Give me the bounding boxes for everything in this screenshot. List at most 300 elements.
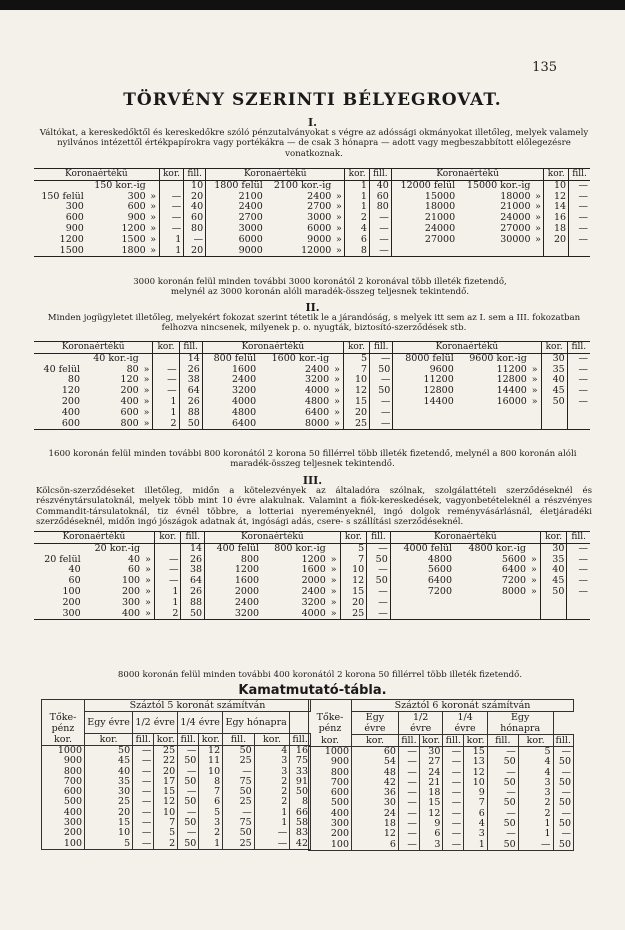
ditto-mark — [142, 543, 154, 554]
header-kor: kor. — [345, 169, 370, 181]
ditto-mark: » — [145, 575, 151, 587]
amount-kor: 1 — [345, 180, 370, 191]
amount-fill: 26 — [179, 365, 202, 376]
interest-value: 48 — [352, 768, 399, 778]
ditto-mark: » — [150, 212, 157, 224]
ditto-mark: » — [143, 406, 150, 418]
amount-fill: 50 — [367, 555, 391, 566]
interest-value: 12 — [154, 797, 178, 807]
ditto-mark: » — [334, 363, 340, 375]
ditto-mark: » — [531, 363, 538, 375]
interest-value: — — [398, 757, 419, 767]
header-fill: fill. — [367, 532, 391, 544]
range-from: 3200 — [205, 609, 262, 620]
amount-kor: — — [153, 386, 179, 397]
period-header: 1/4 évre — [178, 712, 223, 734]
ditto-mark: » — [143, 395, 150, 407]
table-row — [34, 180, 590, 191]
section-2-intro: Minden jogügyletet illetőleg, melyekért fokozat szerint tétetik le a járandóság, s melyek itt sem az I. sem a III. fokozatban felhozva nincsenek, milyenek p. o. nyugták, biztosító-szerződések stb. — [47, 313, 581, 334]
range-to: 1500 — [121, 233, 146, 245]
range-from: 2700 — [206, 213, 265, 224]
amount-fill: 26 — [181, 555, 205, 566]
amount-fill: — — [567, 375, 590, 386]
interest-value: — — [178, 808, 199, 818]
interest-value: 20 — [85, 808, 133, 818]
range-from: 7200 — [390, 587, 454, 598]
ditto-mark: » — [141, 419, 153, 430]
unit-header: fill. — [178, 734, 199, 746]
ditto-mark: » — [335, 212, 342, 224]
interest-value: 25 — [223, 756, 255, 766]
range-to: 300 — [127, 190, 146, 202]
ditto-mark: » — [150, 233, 157, 245]
capital-amount: 300 — [309, 819, 352, 829]
interest-value: — — [443, 788, 464, 798]
interest-value: 4 — [464, 819, 488, 829]
amount-fill: — — [367, 543, 391, 554]
interest-value: 1 — [254, 808, 290, 818]
interest-value: 7 — [464, 798, 488, 808]
amount-fill: 40 — [184, 202, 206, 213]
interest-table-title: Kamatmutató-tábla. — [238, 683, 387, 698]
range-from: 1200 — [205, 565, 262, 576]
header-koronaerteku: Koronaértékű — [34, 532, 154, 544]
interest-value: — — [443, 809, 464, 819]
corner-cell — [309, 700, 352, 712]
unit-header: fill. — [133, 734, 154, 746]
amount-fill: — — [370, 397, 393, 408]
range-to: 1600 — [301, 564, 326, 576]
interest-value: — — [133, 818, 154, 828]
amount-kor: — — [159, 213, 184, 224]
range-to: 21000 — [500, 201, 531, 213]
amount-kor: 5 — [340, 543, 367, 554]
range-from: 9000 — [206, 246, 265, 257]
range-from: 4000 — [202, 397, 258, 408]
amount-fill: — — [567, 565, 590, 576]
interest-value: — — [487, 747, 518, 758]
range-to: 6000 — [307, 222, 332, 234]
interest-value: 6 — [352, 840, 399, 851]
ditto-mark: » — [334, 374, 340, 386]
amount-kor: 25 — [340, 609, 367, 620]
range-to: 800 kor.-ig — [274, 542, 326, 554]
capital-amount: 1000 — [309, 747, 352, 758]
corner-cell — [42, 700, 85, 712]
amount-fill: — — [370, 408, 393, 419]
unit-header: kor. — [199, 734, 223, 746]
ditto-mark: » — [145, 585, 151, 597]
interest-value: 50 — [85, 746, 133, 757]
range-to: 24000 — [500, 212, 531, 224]
interest-value: 50 — [178, 797, 199, 807]
range-to: 9000 — [307, 233, 332, 245]
amount-fill: — — [367, 565, 391, 576]
amount-kor: 10 — [343, 375, 369, 386]
interest-value: 50 — [553, 778, 573, 788]
amount-kor: 15 — [343, 397, 369, 408]
range-to: 11200 — [496, 363, 527, 375]
interest-value: 66 — [290, 808, 311, 818]
period-header: 1/4 évre — [443, 712, 487, 735]
range-to: 100 — [121, 575, 141, 587]
period-header: Egy évre — [352, 712, 399, 735]
interest-value: 15 — [85, 818, 133, 828]
interest-value: — — [133, 828, 154, 838]
interest-value: 30 — [85, 787, 133, 797]
amount-kor: — — [154, 565, 181, 576]
amount-fill: — — [567, 543, 590, 554]
header-koronaerteku: Koronaértékű — [390, 532, 540, 544]
interest-value: 10 — [464, 778, 488, 788]
ditto-mark: » — [145, 564, 151, 576]
amount-kor: 10 — [544, 180, 569, 191]
period-header: Egy évre — [85, 712, 133, 734]
range-to: 300 — [121, 596, 141, 608]
period-header: 1/2 évre — [133, 712, 178, 734]
ditto-mark — [528, 543, 540, 554]
amount-kor: 20 — [544, 235, 569, 246]
interest-value: 5 — [85, 839, 133, 850]
unit-header: fill. — [398, 735, 419, 747]
range-from: 1600 — [205, 576, 262, 587]
interest-value: — — [398, 829, 419, 839]
amount-kor: 6 — [345, 235, 370, 246]
amount-kor: 1 — [345, 202, 370, 213]
interest-value: 75 — [290, 756, 311, 766]
interest-value: — — [443, 747, 464, 758]
ditto-mark: » — [535, 212, 541, 224]
range-from — [391, 246, 457, 257]
interest-value: — — [133, 797, 154, 807]
interest-value: 12 — [419, 809, 443, 819]
capital-amount: 100 — [42, 839, 85, 850]
unit-header: fill. — [487, 735, 518, 747]
ditto-mark: » — [148, 246, 159, 257]
range-to: 120 — [120, 374, 139, 386]
amount-kor: 30 — [540, 543, 567, 554]
interest-value: 22 — [154, 756, 178, 766]
amount-fill: — — [567, 576, 590, 587]
amount-fill — [567, 609, 590, 620]
range-from: 200 — [61, 395, 80, 407]
amount-fill: — — [567, 365, 590, 376]
range-to: 2100 kor.-ig — [273, 179, 332, 191]
range-from: 27000 — [391, 235, 457, 246]
interest-value: — — [443, 829, 464, 839]
amount-kor: 1 — [153, 408, 179, 419]
range-to: 2400 — [301, 585, 326, 597]
interest-value: 45 — [85, 756, 133, 766]
amount-kor: 2 — [345, 213, 370, 224]
range-from — [393, 419, 456, 430]
range-from: 600 — [65, 212, 84, 224]
range-to: 7200 — [501, 575, 526, 587]
amount-kor: 12 — [544, 192, 569, 203]
amount-kor — [540, 598, 567, 609]
amount-kor: 12 — [343, 386, 369, 397]
range-from: 800 — [205, 555, 262, 566]
amount-fill: — — [569, 180, 590, 191]
range-from: 6400 — [202, 419, 258, 430]
interest-value: — — [487, 809, 518, 819]
range-to: 4800 — [304, 395, 330, 407]
range-to: 27000 — [500, 222, 531, 234]
range-from: 11200 — [393, 375, 456, 386]
ditto-mark — [141, 353, 153, 364]
interest-value: — — [553, 747, 573, 758]
ditto-mark: » — [334, 395, 340, 407]
capital-amount: 900 — [309, 757, 352, 767]
amount-fill: 64 — [181, 576, 205, 587]
range-from: 12000 felül — [391, 180, 457, 191]
header-kor: kor. — [340, 532, 367, 544]
ditto-mark: » — [531, 395, 538, 407]
range-from: 800 felül — [202, 353, 258, 364]
interest-value: 50 — [553, 757, 573, 767]
range-to: 400 — [83, 609, 142, 620]
amount-kor: 1 — [153, 397, 179, 408]
table-row — [34, 235, 590, 246]
interest-value: 4 — [518, 768, 553, 778]
header-kor: kor. — [540, 532, 567, 544]
range-to: 80 — [126, 363, 139, 375]
interest-value: 25 — [223, 797, 255, 807]
interest-value: 50 — [487, 840, 518, 851]
capital-amount: 800 — [42, 767, 85, 777]
capital-amount: 300 — [42, 818, 85, 828]
range-from: 4800 — [390, 555, 454, 566]
unit-header: fill. — [223, 734, 255, 746]
ditto-mark — [529, 408, 541, 419]
ditto-mark — [533, 246, 544, 257]
interest-value: 6 — [419, 829, 443, 839]
interest-value: 13 — [464, 757, 488, 767]
interest-value: 25 — [223, 839, 255, 850]
page-title: TÖRVÉNY SZERINTI BÉLYEGROVAT. — [123, 90, 502, 110]
range-from: 21000 — [391, 213, 457, 224]
interest-value: 50 — [487, 798, 518, 808]
amount-fill: 10 — [184, 180, 206, 191]
interest-value: — — [178, 767, 199, 777]
interest-value: 24 — [419, 768, 443, 778]
amount-kor: 1 — [159, 235, 184, 246]
range-to: 8000 — [501, 585, 526, 597]
amount-kor: 4 — [345, 224, 370, 235]
ditto-mark: » — [330, 596, 337, 608]
interest-value: 2 — [254, 787, 290, 797]
interest-value: 9 — [464, 788, 488, 798]
interest-value: 50 — [553, 798, 573, 808]
amount-kor: 2 — [154, 609, 181, 620]
table-row — [34, 419, 590, 430]
ditto-mark: » — [535, 201, 541, 213]
ditto-mark: » — [531, 385, 538, 397]
interest-value: — — [398, 809, 419, 819]
range-from: 1600 — [202, 365, 258, 376]
amount-kor: — — [153, 375, 179, 386]
header-kor: kor. — [154, 532, 181, 544]
header-kor: kor. — [153, 342, 179, 354]
section-1-number: I. — [308, 116, 317, 129]
range-to: 1800 — [86, 246, 148, 257]
section-1-intro: Váltókat, a kereskedőktől és kereskedőkre szóló pénzutalványokat s végre az adóssági okmányokat illetőleg, melyek valamely nyilvános intézettől értékpapírokra vagy portékákra — de csak 3 hónapra — adott vagy megbeszabbított előlegezésre vonatkoznak. — [39, 128, 589, 159]
interest-value: — — [553, 768, 573, 778]
range-to: 900 — [127, 212, 146, 224]
amount-fill: — — [370, 353, 393, 364]
range-from: 2400 — [206, 202, 265, 213]
amount-kor — [540, 609, 567, 620]
amount-fill: — — [367, 587, 391, 598]
amount-kor: 2 — [153, 419, 179, 430]
amount-kor: 7 — [340, 555, 367, 566]
ditto-mark: » — [333, 246, 344, 257]
table-row — [34, 598, 590, 609]
range-from: 300 — [34, 609, 83, 620]
interest-value: 35 — [85, 777, 133, 787]
section-1-note: 3000 koronán felül minden további 3000 koronától 2 koronával több illeték fizetendő, melynél az 3000 koronán alóli maradék-összeg teljesnek tekintendő. — [133, 277, 507, 298]
header-fill: fill. — [184, 169, 206, 181]
interest-value: 50 — [178, 839, 199, 850]
amount-fill: 26 — [179, 397, 202, 408]
amount-kor: 45 — [541, 386, 567, 397]
amount-fill: — — [569, 213, 590, 224]
interest-value: — — [443, 819, 464, 829]
range-from: 1500 — [34, 246, 86, 257]
range-from: 2400 — [202, 375, 258, 386]
capital-amount: 600 — [42, 787, 85, 797]
interest-value: — — [398, 747, 419, 758]
amount-fill: — — [569, 202, 590, 213]
amount-fill: 20 — [184, 246, 206, 257]
header-fill: fill. — [567, 532, 590, 544]
amount-kor: — — [159, 224, 184, 235]
range-to: 30000 — [500, 233, 531, 245]
table-header-row — [34, 532, 590, 544]
interest-value: 12 — [352, 829, 399, 839]
ditto-mark: » — [335, 222, 342, 234]
amount-kor: 1 — [159, 246, 184, 257]
header-kor: kor. — [343, 342, 369, 354]
interest-value: 3 — [254, 767, 290, 777]
interest-value: 4 — [518, 757, 553, 767]
section-2-note: 1600 koronán felül minden további 800 koronától 2 korona 50 fillérrel több illeték fizetendő, melynél a 800 koronán alóli maradék-összeg teljesnek tekintendő. — [48, 449, 577, 470]
capital-amount: 700 — [309, 778, 352, 788]
interest-value: — — [398, 798, 419, 808]
range-from: 6000 — [206, 235, 265, 246]
header-kor: kor. — [159, 169, 184, 181]
ditto-mark: » — [330, 564, 337, 576]
header-koronaerteku: Koronaértékű — [391, 169, 544, 181]
interest-value: 16 — [290, 746, 311, 757]
range-from: 300 — [65, 201, 84, 213]
capital-amount: 500 — [42, 797, 85, 807]
table-row — [34, 543, 590, 554]
amount-kor: — — [154, 555, 181, 566]
interest-value: 3 — [419, 840, 443, 851]
amount-fill: 50 — [181, 609, 205, 620]
amount-kor — [153, 353, 179, 364]
interest-value: 25 — [85, 797, 133, 807]
range-to: 8000 — [258, 419, 331, 430]
amount-fill: 38 — [179, 375, 202, 386]
amount-kor — [544, 246, 569, 257]
range-to: 2000 — [301, 575, 326, 587]
range-from: 12800 — [393, 386, 456, 397]
ditto-mark: » — [535, 222, 541, 234]
ditto-mark: » — [142, 609, 154, 620]
interest-value: 7 — [154, 818, 178, 828]
range-from: 2000 — [205, 587, 262, 598]
ditto-mark: » — [331, 419, 343, 430]
interest-value: — — [398, 788, 419, 798]
header-fill: fill. — [181, 532, 205, 544]
header-fill: fill. — [370, 342, 393, 354]
interest-value: 18 — [419, 788, 443, 798]
ditto-mark: » — [531, 575, 537, 587]
interest-value: 50 — [553, 840, 573, 851]
range-from — [393, 408, 456, 419]
range-from — [34, 180, 86, 191]
interest-value: 2 — [254, 777, 290, 787]
interest-value: — — [133, 777, 154, 787]
range-to: 200 — [121, 585, 141, 597]
amount-fill: 60 — [184, 213, 206, 224]
unit-header: fill. — [443, 735, 464, 747]
range-to: 3000 — [307, 212, 332, 224]
interest-value: 50 — [178, 818, 199, 828]
range-to: 600 — [127, 201, 146, 213]
interest-value: 12 — [464, 768, 488, 778]
amount-kor: 50 — [540, 587, 567, 598]
interest-value: — — [178, 746, 199, 757]
ditto-mark: » — [143, 374, 150, 386]
range-to: 2400 — [304, 363, 330, 375]
interest-value: — — [443, 778, 464, 788]
interest-table-5 — [41, 699, 311, 850]
interest-value: 50 — [487, 819, 518, 829]
interest-value: 10 — [154, 808, 178, 818]
interest-value: 25 — [154, 746, 178, 757]
amount-kor: 20 — [343, 408, 369, 419]
tokepenz-header: Tőke-pénz — [42, 712, 85, 734]
range-from: 4800 — [202, 408, 258, 419]
ditto-mark: » — [334, 385, 340, 397]
range-to: 14400 — [496, 385, 527, 397]
interest-value: — — [443, 768, 464, 778]
interest-value: 2 — [518, 809, 553, 819]
amount-fill: — — [367, 598, 391, 609]
amount-kor: 5 — [343, 353, 369, 364]
range-from: 8000 felül — [393, 353, 456, 364]
interest-value: 50 — [223, 828, 255, 838]
interest-value: 50 — [223, 746, 255, 757]
interest-value: — — [133, 746, 154, 757]
amount-kor: — — [159, 192, 184, 203]
capital-amount: 500 — [309, 798, 352, 808]
interest-value: — — [487, 788, 518, 798]
amount-kor: 50 — [541, 397, 567, 408]
capital-unit: kor. — [42, 734, 85, 746]
ditto-mark: » — [531, 374, 538, 386]
interest-value: — — [133, 767, 154, 777]
rate-label: Száztól 5 koronát számítván — [85, 700, 311, 712]
interest-value: 6 — [199, 797, 223, 807]
range-from: 14400 — [393, 397, 456, 408]
capital-unit: kor. — [309, 735, 352, 747]
amount-kor: 35 — [541, 365, 567, 376]
interest-value: — — [553, 829, 573, 839]
